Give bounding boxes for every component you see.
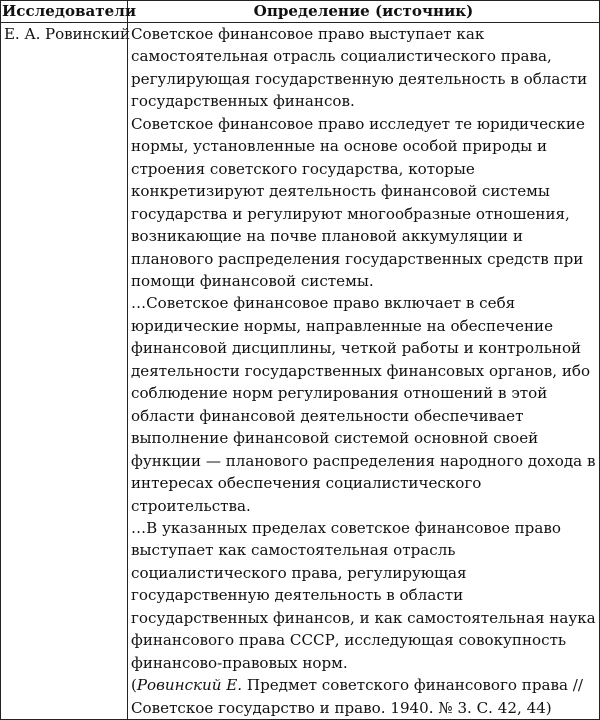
source-citation [131, 674, 596, 719]
header-researchers: Исследователи [1, 1, 128, 23]
definition-paragraph: Советское финансовое право выступает как самостоятельная отрасль социалистического права, регулирующая государственную деятельность в области государственных финансов. [131, 25, 588, 111]
citation-author: Ровинский Е. [136, 676, 243, 695]
header-row [1, 1, 600, 23]
definition-cell [128, 23, 600, 720]
header-definition-source: Определение (источник) [128, 1, 600, 23]
citation-text: Предмет советского финансового права // Советское государство и право. 1940. № 3. С. 42, 44) [131, 676, 583, 717]
definition-paragraph: …Советское финансовое право включает в себя юридические нормы, направленные на обеспечение финансовой дисциплины, четкой работы и контрольной деятельности государственных финансовых органов, ибо соблюдение норм регулирования отношений в этой области финансовой деятельности обеспечивает выполнение финансовой системой основной своей функции — планового распределения народного дохода в интересах обеспечения социалистического строительства. [131, 294, 596, 515]
researcher-name: Е. А. Ровинский [1, 23, 128, 720]
definition-paragraph: Советское финансовое право исследует те юридические нормы, установленные на основе особой природы и строения советского государства, которые конкретизируют деятельность финансовой системы государства и регулируют многообразные отношения, возникающие на почве плановой аккумуляции и планового распределения государственных средств при помощи финансовой системы. [131, 114, 585, 290]
citation-open-paren: ( [131, 676, 137, 695]
definition-paragraph: …В указанных пределах советское финансовое право выступает как самостоятельная отрасль социалистического права, регулирующая государственную деятельность в области государственных финансов, и как самостоятельная наука финансового права СССР, исследующая совокупность финансово-правовых норм. [131, 518, 596, 672]
table-row [1, 23, 600, 720]
